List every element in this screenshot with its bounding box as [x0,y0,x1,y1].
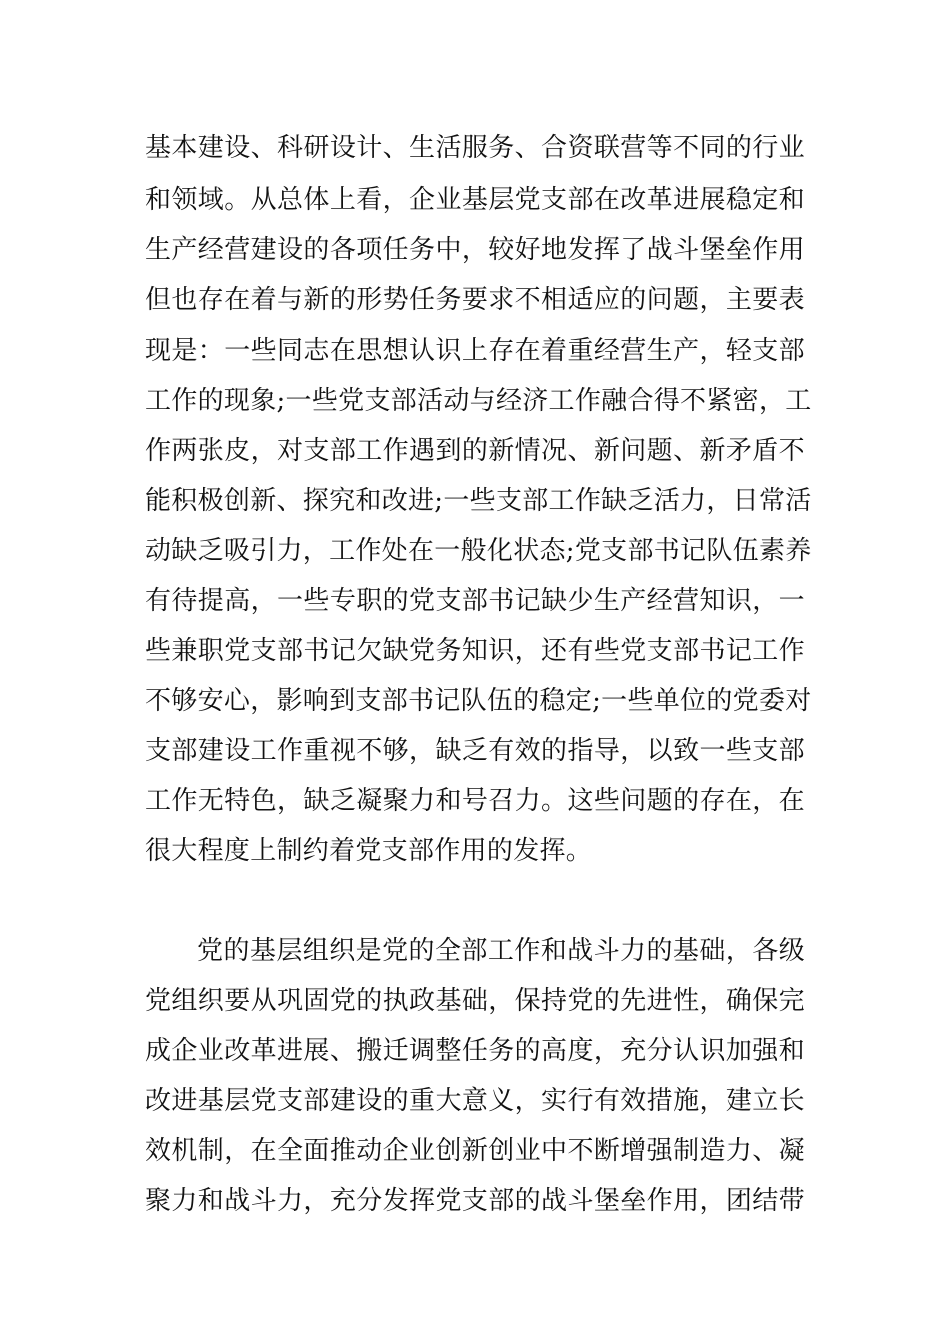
paragraph-line: 改进基层党支部建设的重大意义，实行有效措施，建立长 [145,1086,805,1116]
paragraph-line: 作两张皮，对支部工作遇到的新情况、新问题、新矛盾不 [145,436,805,466]
paragraph-line: 现是：一些同志在思想认识上存在着重经营生产，轻支部 [145,336,805,366]
paragraph-line: 不够安心，影响到支部书记队伍的稳定;一些单位的党委对 [145,686,812,716]
paragraph-line: 党组织要从巩固党的执政基础，保持党的先进性，确保完 [145,986,805,1016]
paragraph-line: 有待提高，一些专职的党支部书记缺少生产经营知识，一 [145,586,805,616]
paragraph-line: 些兼职党支部书记欠缺党务知识，还有些党支部书记工作 [145,636,805,666]
paragraph-line: 党的基层组织是党的全部工作和战斗力的基础，各级 [197,936,805,966]
paragraph-line: 成企业改革进展、搬迁调整任务的高度，充分认识加强和 [145,1036,805,1066]
paragraph-line: 工作的现象;一些党支部活动与经济工作融合得不紧密，工 [145,386,812,416]
paragraph-line: 聚力和战斗力，充分发挥党支部的战斗堡垒作用，团结带 [145,1186,805,1216]
paragraph-line: 效机制，在全面推动企业创新创业中不断增强制造力、凝 [145,1136,805,1166]
paragraph-line: 和领域。从总体上看，企业基层党支部在改革进展稳定和 [145,185,805,215]
paragraph-line: 工作无特色，缺乏凝聚力和号召力。这些问题的存在，在 [145,786,805,816]
paragraph-line: 生产经营建设的各项任务中，较好地发挥了战斗堡垒作用 [145,235,805,265]
paragraph-line: 能积极创新、探究和改进;一些支部工作缺乏活力，日常活 [145,486,812,516]
paragraph-line: 基本建设、科研设计、生活服务、合资联营等不同的行业 [145,133,805,163]
paragraph-line: 支部建设工作重视不够，缺乏有效的指导，以致一些支部 [145,736,805,766]
paragraph-line: 动缺乏吸引力，工作处在一般化状态;党支部书记队伍素养 [145,536,812,566]
paragraph-line: 但也存在着与新的形势任务要求不相适应的问题，主要表 [145,285,805,315]
paragraph-line: 很大程度上制约着党支部作用的发挥。 [145,836,593,866]
